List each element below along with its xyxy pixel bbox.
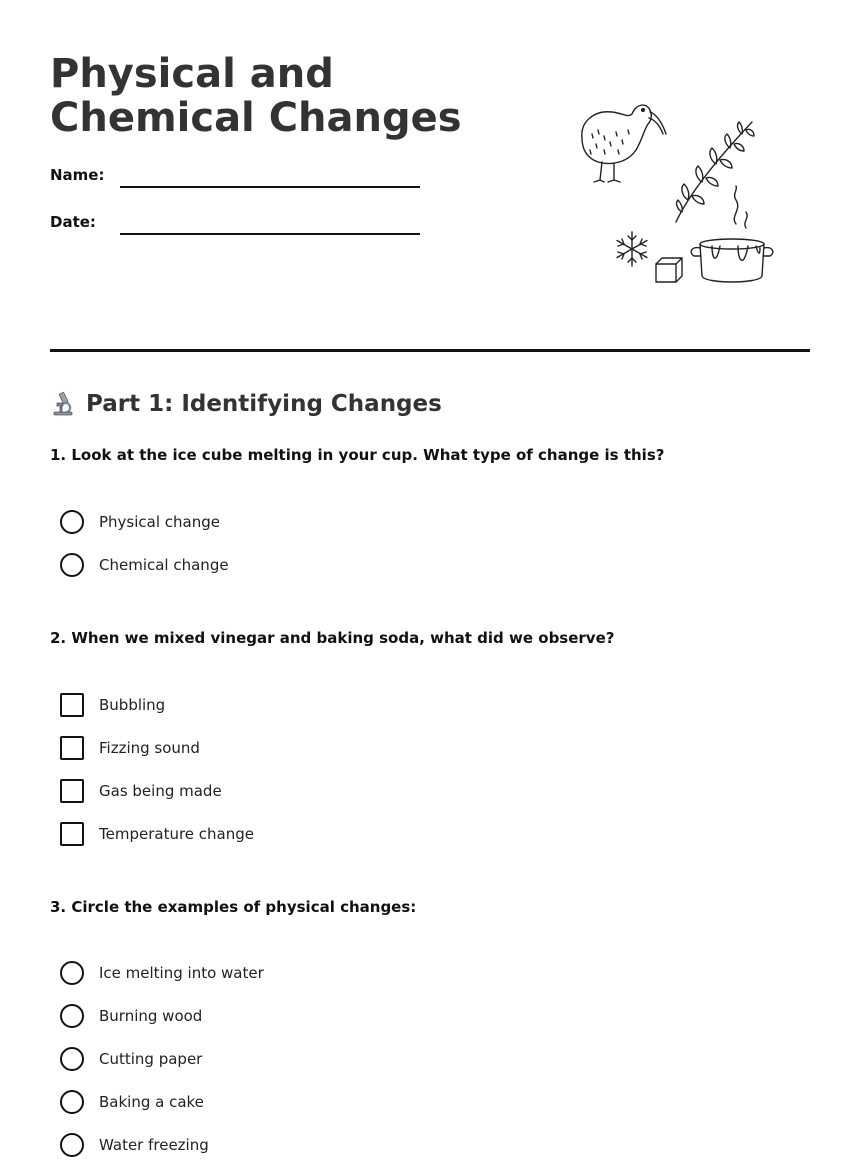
q2-option-fizzing[interactable] [60, 735, 200, 761]
part1-heading-text: Part 1: Identifying Changes [86, 391, 442, 417]
radio-button[interactable] [60, 1004, 84, 1028]
checkbox[interactable] [60, 736, 84, 760]
option-label: Fizzing sound [99, 739, 200, 757]
q3-option-ice-melting[interactable] [60, 960, 264, 986]
option-label: Gas being made [99, 782, 222, 800]
option-label: Cutting paper [99, 1050, 203, 1068]
question-2: 2. When we mixed vinegar and baking soda, what did we observe? [50, 629, 615, 647]
name-input[interactable] [120, 166, 424, 188]
radio-button[interactable] [60, 1047, 84, 1071]
option-label: Temperature change [99, 825, 254, 843]
fern-branch-icon [676, 122, 754, 222]
q3-option-water-freezing[interactable] [60, 1132, 209, 1158]
radio-button[interactable] [60, 510, 84, 534]
q2-option-bubbling[interactable] [60, 692, 165, 718]
q2-option-temperature[interactable] [60, 821, 254, 847]
option-label: Burning wood [99, 1007, 203, 1025]
q3-option-cutting-paper[interactable] [60, 1046, 202, 1072]
part1-heading [50, 388, 442, 420]
option-label: Physical change [99, 513, 220, 531]
q3-option-burning-wood[interactable] [60, 1003, 202, 1029]
question-3: 3. Circle the examples of physical changes: [50, 898, 417, 916]
checkbox[interactable] [60, 822, 84, 846]
option-label: Chemical change [99, 556, 229, 574]
option-label: Baking a cake [99, 1093, 204, 1111]
q3-option-baking-cake[interactable] [60, 1089, 204, 1115]
q1-option-physical[interactable] [60, 509, 220, 535]
radio-button[interactable] [60, 961, 84, 985]
section-divider [50, 349, 810, 352]
page-title: Physical and Chemical Changes [50, 51, 462, 141]
option-label: Ice melting into water [99, 964, 264, 982]
checkbox[interactable] [60, 779, 84, 803]
name-label: Name: [50, 166, 105, 184]
date-label: Date: [50, 213, 96, 231]
kiwi-bird-icon [582, 105, 666, 182]
checkbox[interactable] [60, 693, 84, 717]
radio-button[interactable] [60, 553, 84, 577]
header-illustration [570, 96, 780, 292]
option-label: Water freezing [99, 1136, 209, 1154]
ice-cube-icon [656, 258, 682, 282]
snowflake-icon [617, 232, 647, 266]
date-input[interactable] [120, 213, 424, 235]
option-label: Bubbling [99, 696, 166, 714]
radio-button[interactable] [60, 1090, 84, 1114]
microscope-icon [50, 391, 76, 417]
radio-button[interactable] [60, 1133, 84, 1157]
q2-option-gas[interactable] [60, 778, 222, 804]
question-1: 1. Look at the ice cube melting in your cup. What type of change is this? [50, 446, 665, 464]
q1-option-chemical[interactable] [60, 552, 229, 578]
